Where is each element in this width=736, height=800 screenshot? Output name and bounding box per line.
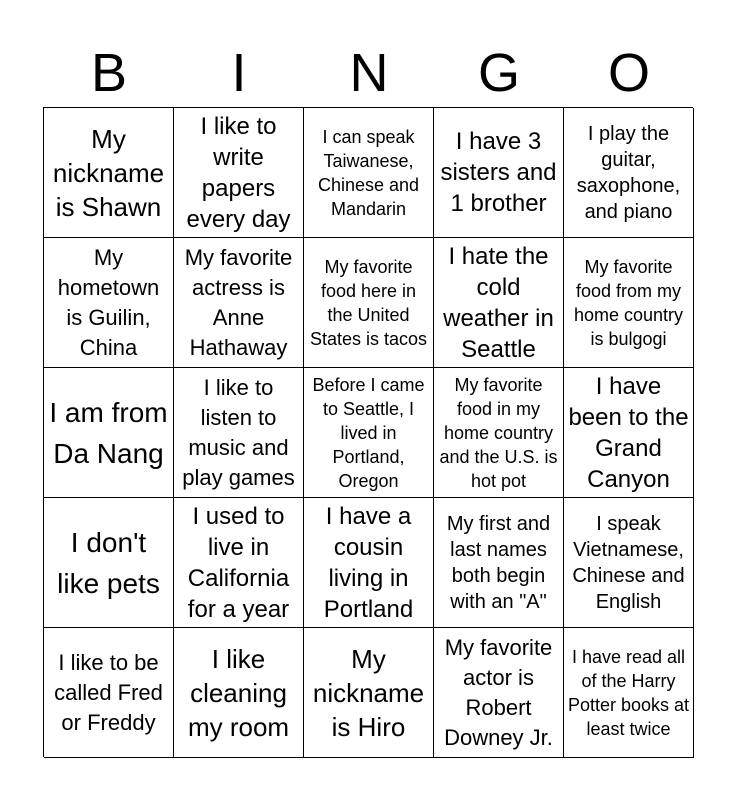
bingo-cell-r4-c2[interactable]: [174, 498, 304, 628]
bingo-cell-r2-c2[interactable]: [174, 238, 304, 368]
bingo-cell-r3-c1[interactable]: [44, 368, 174, 498]
bingo-cell-r5-c2[interactable]: [174, 628, 304, 758]
header-letter-n: N: [349, 43, 389, 103]
bingo-header: [44, 40, 694, 106]
bingo-cell-r4-c3[interactable]: [304, 498, 434, 628]
cell-text: I have 3 sisters and 1 brother: [440, 128, 557, 217]
cell-text: My favorite food in my home country and the U.S. is hot pot: [439, 374, 558, 491]
cell-text: I like to write papers every day: [186, 112, 291, 233]
cell-text: I like to be called Fred or Freddy: [54, 649, 163, 735]
cell-text: I used to live in California for a year: [187, 502, 290, 623]
cell-text: I hate the cold weather in Seattle: [443, 242, 554, 363]
bingo-cell-r1-c4[interactable]: [434, 108, 564, 238]
cell-text: I don't like pets: [57, 526, 160, 599]
bingo-cell-r3-c3[interactable]: [304, 368, 434, 498]
bingo-cell-r2-c5[interactable]: [564, 238, 694, 368]
header-letter-o: O: [607, 43, 650, 103]
cell-text: My favorite actress is Anne Hathaway: [184, 244, 293, 360]
cell-text: My favorite food here in the United States is tacos: [309, 256, 428, 349]
cell-text: My nickname is Shawn: [52, 123, 165, 222]
cell-text: Before I came to Seattle, I lived in Portland, Oregon: [312, 374, 425, 491]
bingo-cell-r5-c4[interactable]: [434, 628, 564, 758]
bingo-cell-r1-c2[interactable]: [174, 108, 304, 238]
cell-text: I have been to the Grand Canyon: [568, 372, 689, 493]
bingo-cell-r2-c4[interactable]: [434, 238, 564, 368]
cell-text: My favorite actor is Robert Downey Jr.: [444, 634, 553, 750]
header-letter-i: I: [231, 43, 247, 103]
bingo-cell-r3-c5[interactable]: [564, 368, 694, 498]
bingo-cell-r3-c4[interactable]: [434, 368, 564, 498]
cell-text: I play the guitar, saxophone, and piano: [576, 122, 681, 223]
bingo-cell-r4-c1[interactable]: [44, 498, 174, 628]
bingo-board: [43, 107, 693, 757]
bingo-cell-r2-c3[interactable]: [304, 238, 434, 368]
cell-text: I speak Vietnamese, Chinese and English: [572, 512, 685, 613]
bingo-cell-r3-c2[interactable]: [174, 368, 304, 498]
bingo-cell-r5-c5[interactable]: [564, 628, 694, 758]
cell-text: My favorite food from my home country is bulgogi: [573, 256, 684, 349]
header-letter-g: G: [477, 43, 520, 103]
cell-text: My hometown is Guilin, China: [57, 244, 160, 360]
cell-text: I am from Da Nang: [49, 396, 168, 469]
bingo-cell-r2-c1[interactable]: [44, 238, 174, 368]
cell-text: My first and last names both begin with an "A": [446, 512, 551, 613]
bingo-cell-r5-c3[interactable]: [304, 628, 434, 758]
cell-text: I can speak Taiwanese, Chinese and Mandarin: [317, 126, 420, 219]
cell-text: I like to listen to music and play games: [182, 374, 295, 490]
bingo-cell-r5-c1[interactable]: [44, 628, 174, 758]
cell-text: My nickname is Hiro: [312, 643, 425, 742]
bingo-cell-r1-c5[interactable]: [564, 108, 694, 238]
bingo-cell-r4-c4[interactable]: [434, 498, 564, 628]
header-letter-b: B: [90, 43, 128, 103]
cell-text: I have read all of the Harry Potter books at least twice: [567, 646, 690, 739]
bingo-cell-r1-c3[interactable]: [304, 108, 434, 238]
cell-text: I have a cousin living in Portland: [323, 502, 414, 623]
cell-text: I like cleaning my room: [187, 643, 290, 742]
bingo-cell-r4-c5[interactable]: [564, 498, 694, 628]
bingo-cell-r1-c1[interactable]: [44, 108, 174, 238]
